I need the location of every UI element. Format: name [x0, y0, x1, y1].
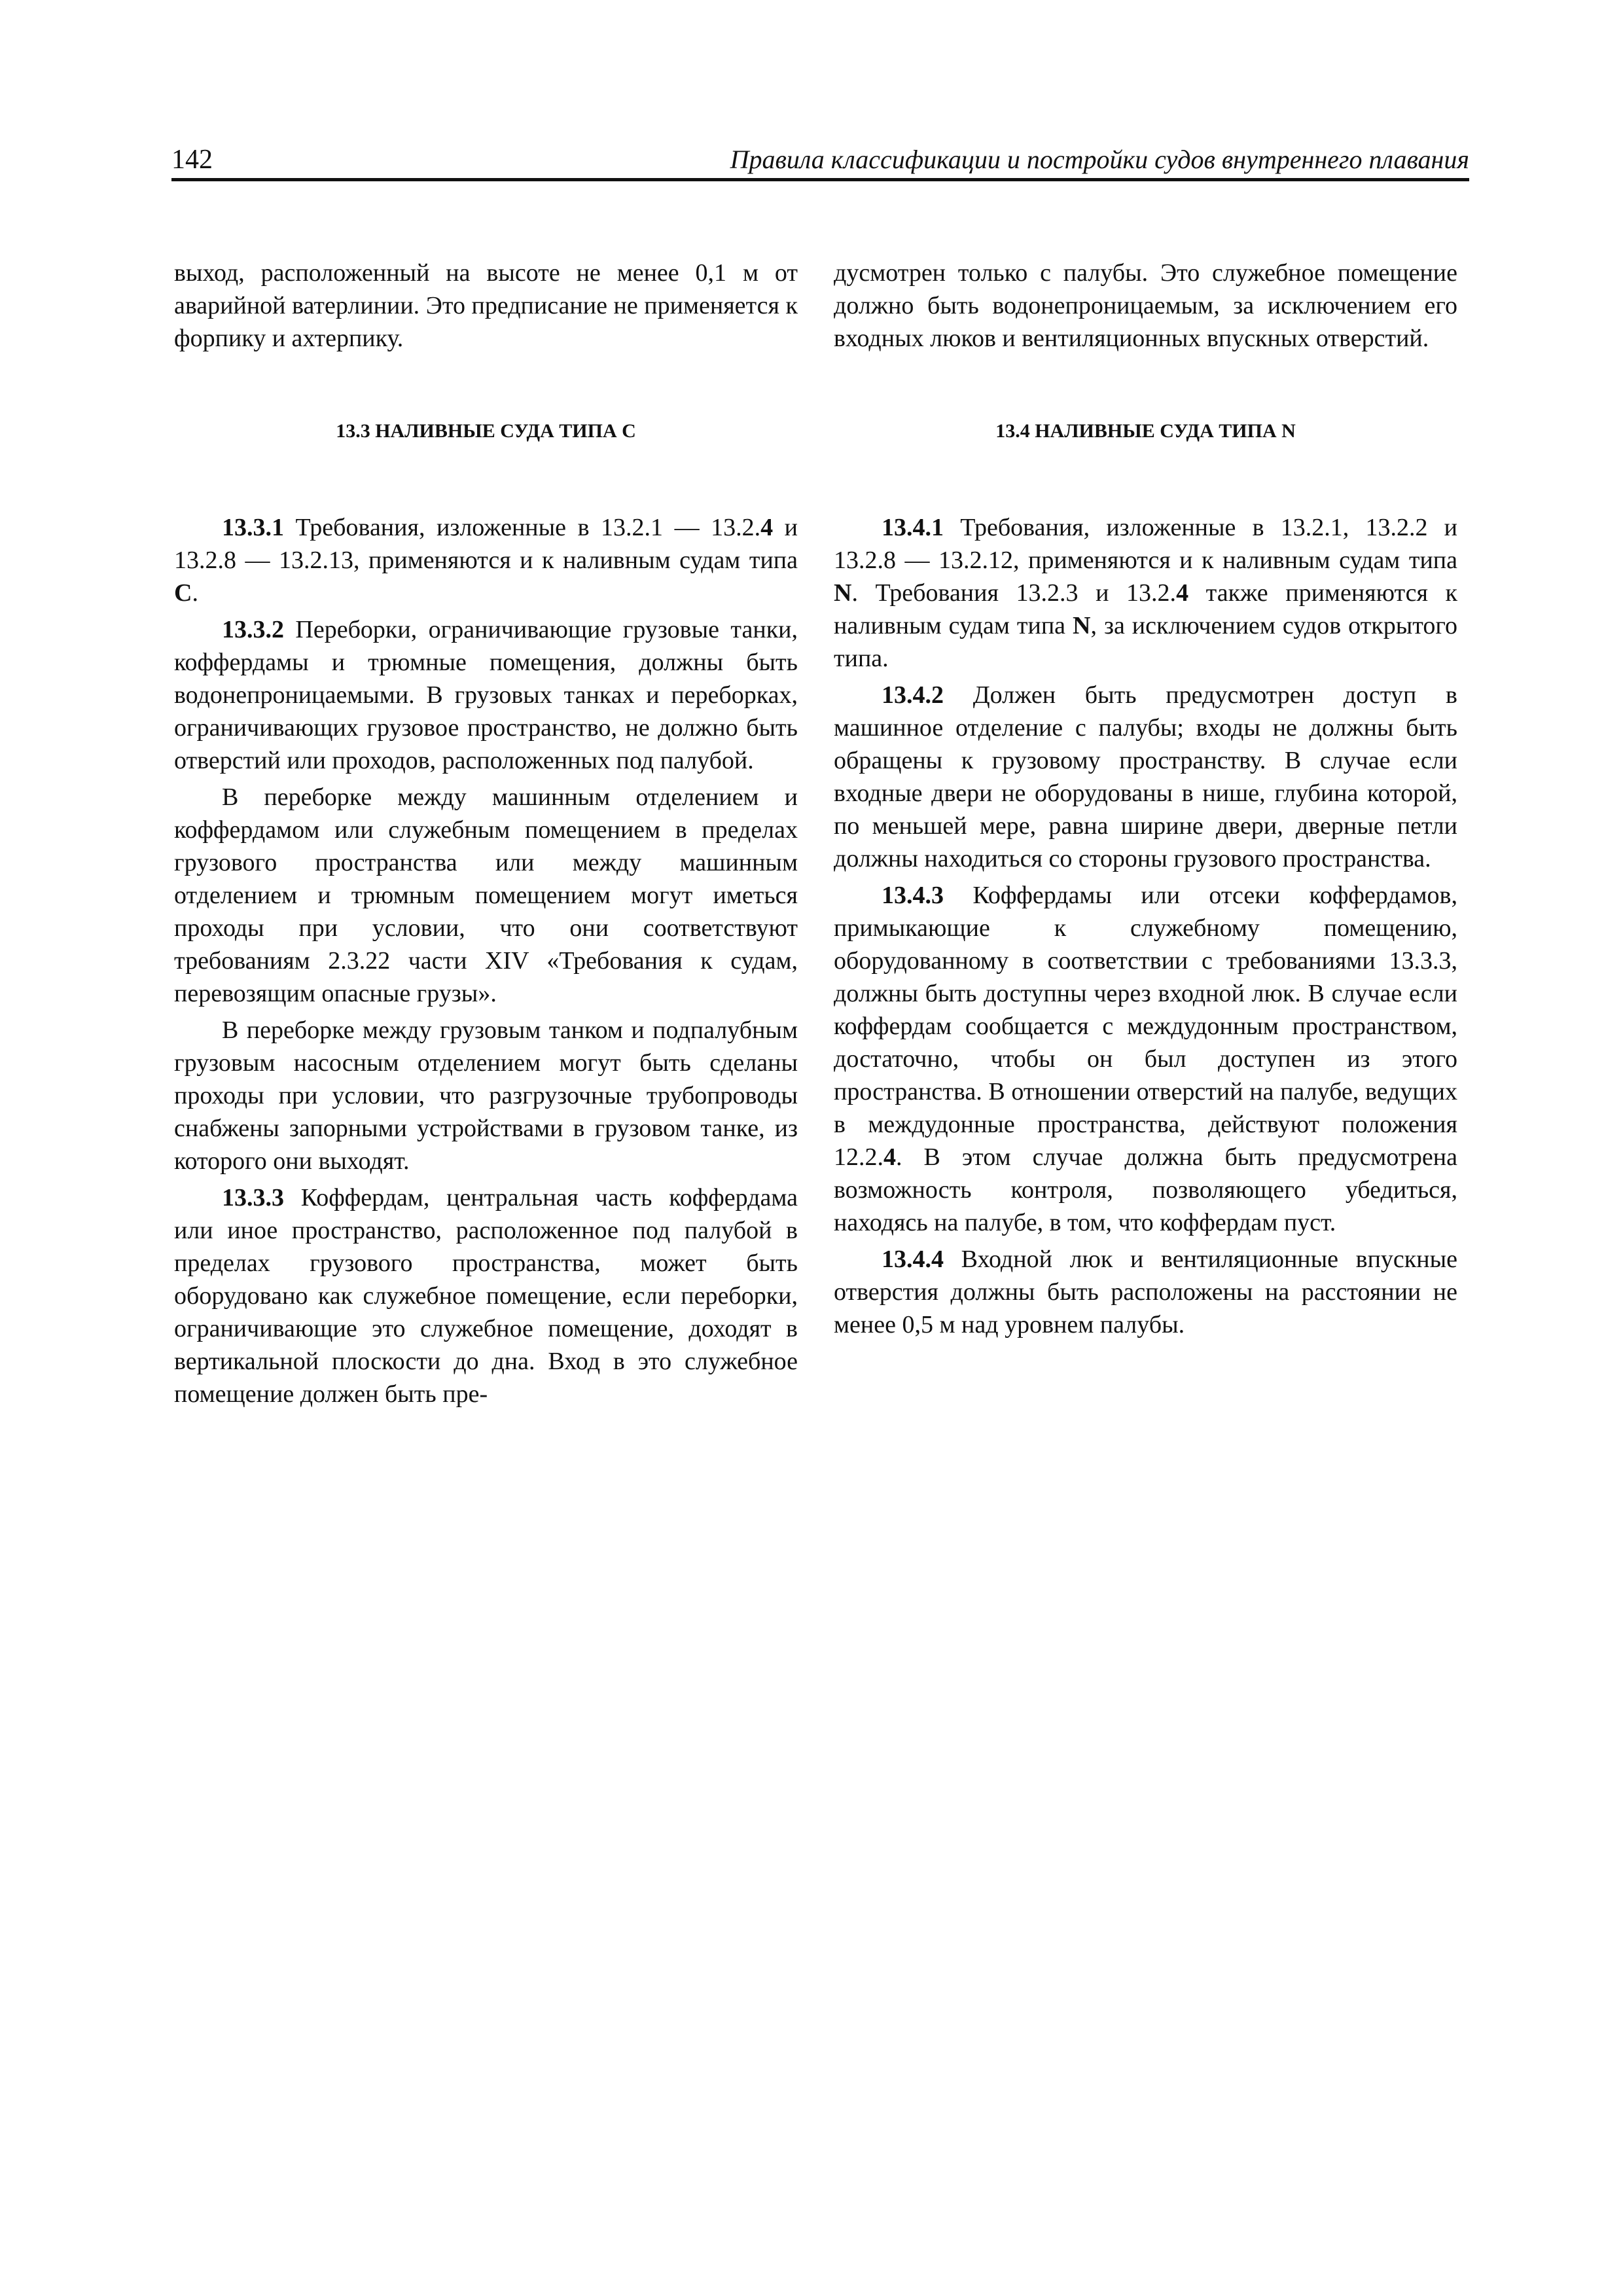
- clause-text: и 13.2.8 — 13.2.13, применяются и к наливным судам типа: [174, 514, 798, 574]
- clause-text: .: [192, 579, 198, 607]
- running-title: Правила классификации и постройки судов внутреннего плавания: [730, 145, 1469, 174]
- clause-number: 13.4.2: [882, 681, 944, 709]
- continued-paragraph: дусмотрен только с палубы. Это служебное помещение должно быть водонепроницаемым, за исключением его входных люков и вентиляционных впускных отверстий.: [834, 259, 1457, 352]
- page-header: [171, 143, 1469, 179]
- clause-text: Входной люк и вентиляционные впускные отверстия должны быть расположены на расстоянии не менее 0,5 м над уровнем палубы.: [834, 1246, 1457, 1338]
- clause-number: 13.4.4: [882, 1246, 944, 1273]
- clause-text: . В этом случае должна быть предусмотрена возможность контроля, позволяющего убедиться, находясь на палубе, в том, что коффердам пуст.: [834, 1143, 1457, 1236]
- clause-text: также применяются к наливным судам типа: [834, 579, 1457, 639]
- bold-vessel-type: N: [1073, 612, 1091, 639]
- bold-reference: 4: [1176, 579, 1189, 607]
- bold-reference: 4: [883, 1143, 896, 1171]
- clause-number: 13.3.2: [222, 616, 284, 643]
- clause-13-3-3: [174, 1181, 798, 1410]
- left-column: [174, 257, 798, 1414]
- clause-text: , за исключением судов открытого типа.: [834, 612, 1457, 672]
- clause-number: 13.4.3: [882, 882, 944, 909]
- continued-paragraph: выход, расположенный на высоте не менее 0,1 м от аварийной ватерлинии. Это предписание не применяется к форпику и ахтерпику.: [174, 259, 798, 352]
- clause-13-4-1: [834, 511, 1457, 675]
- header-rule: [171, 178, 1469, 181]
- clause-13-4-3: [834, 879, 1457, 1239]
- paragraph: В переборке между грузовым танком и подпалубным грузовым насосным отделением могут быть сделаны проходы при условии, что разгрузочные трубопроводы снабжены запорными устройствами в грузовом танке, из которого они выходят.: [174, 1016, 798, 1175]
- clause-text: Требования, изложенные в 13.2.1, 13.2.2 и 13.2.8 — 13.2.12, применяются и к наливным судам типа: [834, 514, 1457, 574]
- clause-13-3-1: [174, 511, 798, 609]
- section-heading-13-4: 13.4 НАЛИВНЫЕ СУДА ТИПА N: [995, 420, 1296, 442]
- clause-13-3-2: [174, 613, 798, 777]
- paragraph: В переборке между машинным отделением и коффердамом или служебным помещением в пределах грузового пространства или между машинным отделением и трюмным помещением могут иметься проходы при условии, что они соответствуют требованиям 2.3.22 части XIV «Требования к судам, перевозящим опасные грузы».: [174, 783, 798, 1007]
- clause-text: Коффердамы или отсеки коффердамов, примыкающие к служебному помещению, оборудованному в соответствии с требованиями 13.3.3, должны быть доступны через входной люк. В случае если коффердам сообщается с междудонным пространством, достаточно, чтобы он был доступен из этого пространства. В отношении отверстий на палубе, ведущих в междудонные пространства, действуют положения 12.2.: [834, 882, 1457, 1171]
- clause-text: Требования, изложенные в 13.2.1 — 13.2.: [284, 514, 761, 541]
- clause-number: 13.4.1: [882, 514, 944, 541]
- right-column: [834, 257, 1457, 1345]
- clause-text: Переборки, ограничивающие грузовые танки, коффердамы и трюмные помещения, должны быть водонепроницаемыми. В грузовых танках и переборках, ограничивающих грузовое пространство, не должно быть отверстий или проходов, расположенных под палубой.: [174, 616, 798, 774]
- clause-13-4-4: [834, 1243, 1457, 1341]
- section-heading-13-3: 13.3 НАЛИВНЫЕ СУДА ТИПА C: [336, 420, 636, 442]
- clause-text: Должен быть предусмотрен доступ в машинное отделение с палубы; входы не должны быть обращены к грузовому пространству. В случае если входные двери не оборудованы в нише, глубина которой, по меньшей мере, равна ширине двери, дверные петли должны находиться со стороны грузового пространства.: [834, 681, 1457, 872]
- page-number: 142: [171, 145, 213, 175]
- clause-text: Коффердам, центральная часть коффердама или иное пространство, расположенное под палубой в пределах грузового пространства, может быть оборудовано как служебное помещение, если переборки, ограничивающие это служебное помещение, доходят в вертикальной плоскости до дна. Вход в это служебное помещение должен быть пре-: [174, 1184, 798, 1408]
- bold-reference: 4: [760, 514, 774, 541]
- bold-vessel-type: С: [174, 579, 192, 607]
- clause-13-4-2: [834, 679, 1457, 875]
- clause-text: . Требования 13.2.3 и 13.2.: [851, 579, 1177, 607]
- bold-vessel-type: N: [834, 579, 852, 607]
- clause-number: 13.3.3: [222, 1184, 284, 1211]
- clause-number: 13.3.1: [222, 514, 284, 541]
